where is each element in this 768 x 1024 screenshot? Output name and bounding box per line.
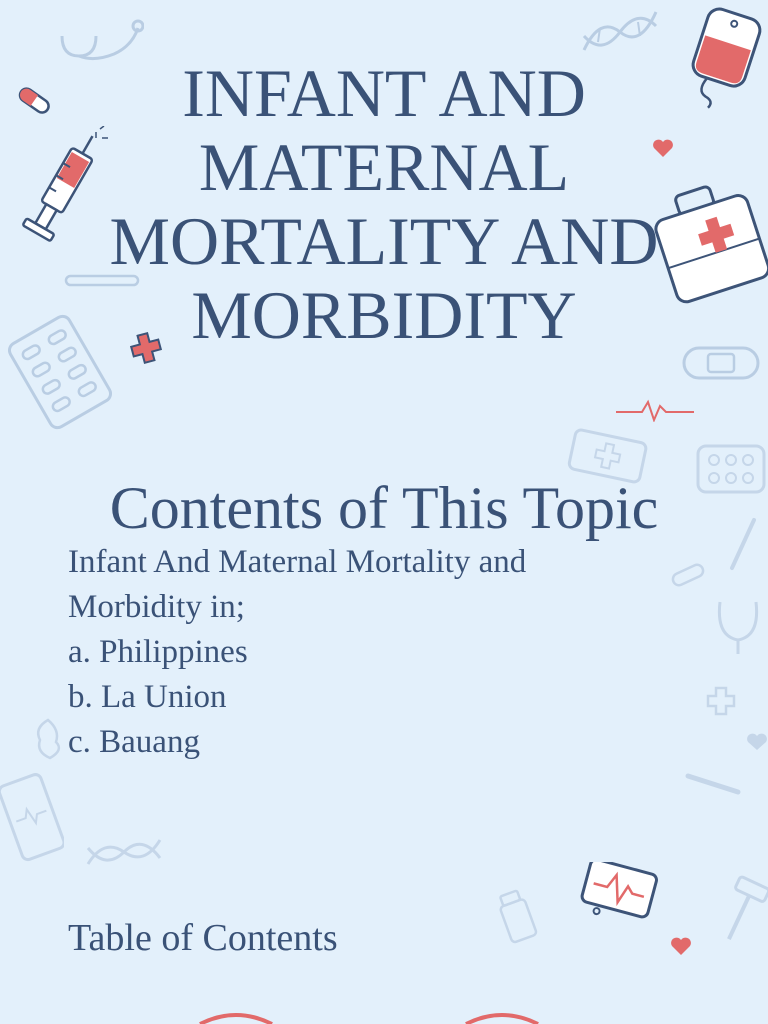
slide-title (40, 56, 728, 352)
medicine-bottle-icon (494, 888, 540, 946)
list-item: b. La Union (68, 679, 227, 715)
monitor-icon (576, 862, 660, 924)
hammer-icon (716, 874, 768, 948)
heart-icon (746, 732, 768, 752)
content-line: Infant And Maternal Mortality and (68, 544, 527, 580)
heart-icon (670, 936, 692, 956)
content-line: Morbidity in; (68, 589, 245, 625)
title-line: INFANT AND (182, 55, 586, 131)
pill-capsule-icon (668, 560, 708, 590)
list-item: c. Bauang (68, 724, 200, 760)
syringe-icon (684, 766, 744, 800)
content-list (68, 540, 648, 765)
pill-capsule-icon (196, 1010, 276, 1024)
pill-capsule-icon (462, 1010, 542, 1024)
dna-icon (580, 6, 660, 56)
footer-label: Table of Contents (68, 917, 338, 959)
cross-icon (30, 716, 66, 762)
dna-icon (84, 834, 164, 870)
list-item: a. Philippines (68, 634, 248, 670)
monitor-icon (0, 772, 64, 864)
section-heading: Contents of This Topic (109, 475, 659, 541)
heartbeat-line-icon (616, 398, 694, 422)
cross-icon (704, 684, 738, 718)
title-line: MORTALITY AND (109, 203, 659, 279)
title-line: MORBIDITY (191, 277, 577, 353)
title-line: MATERNAL (198, 129, 570, 205)
stethoscope-icon (710, 596, 768, 660)
thermometer-icon (724, 514, 760, 574)
